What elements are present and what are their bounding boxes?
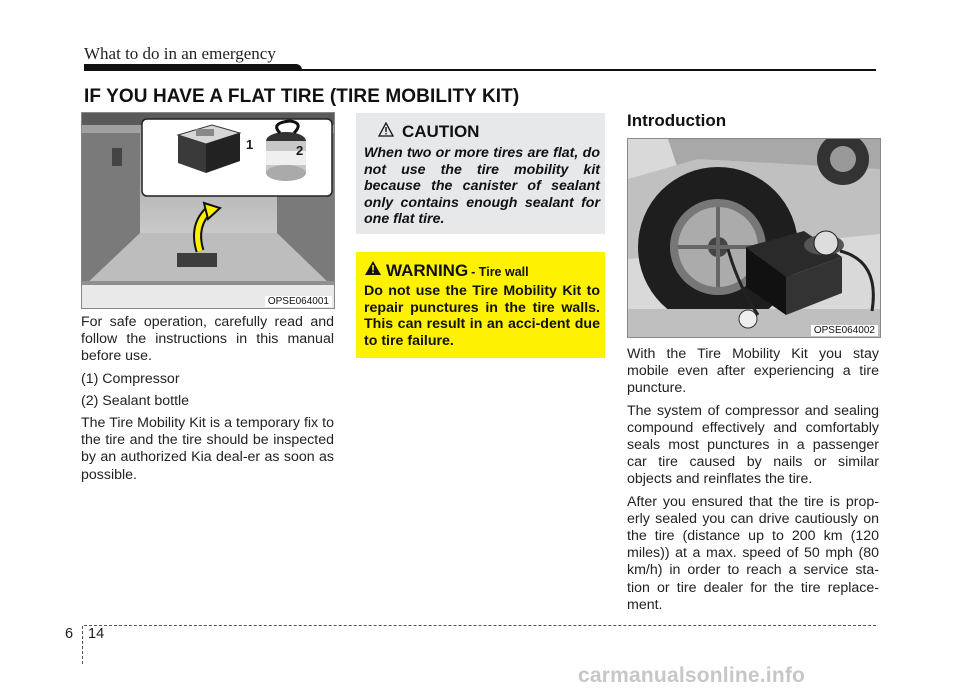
caution-text: When two or more tires are flat, do not use the tire mobility kit because the canister of sealant only contains enough sealant for one flat tire. xyxy=(364,145,600,228)
header-rule xyxy=(84,69,876,71)
figure-code: OPSE064002 xyxy=(811,325,878,336)
warning-text: Do not use the Tire Mobility Kit to repair punctures in the tire walls. This can result in an acci-dent due to tire failure. xyxy=(364,283,600,349)
intro-paragraph-3: After you ensured that the tire is prop-erly sealed you can drive cautiously on the tire (distance up to 200 km (120 miles)) at a max. speed of 50 mph (80 km/h) in order to reach a service sta-tion or tire dealer for the tire replace-ment. xyxy=(627,493,879,613)
intro-paragraph-2: The system of compressor and sealing compound effectively and comfortably seals most punctures in a passenger car tire caused by nails or similar objects and reinflates the tire. xyxy=(627,402,879,488)
warning-title: WARNING xyxy=(386,260,469,280)
watermark: carmanualsonline.info xyxy=(578,664,806,687)
warning-box xyxy=(356,252,605,358)
footer-rule xyxy=(84,625,876,626)
item-sealant-bottle: (2) Sealant bottle xyxy=(81,392,190,409)
trunk-kit-illustration xyxy=(81,112,335,309)
paragraph-temporary-fix: The Tire Mobility Kit is a temporary fix to the tire and the tire should be inspected by an authorized Kia deal-er as soon as possible. xyxy=(81,415,334,483)
caution-box xyxy=(356,113,605,234)
caution-triangle-icon xyxy=(378,122,394,142)
running-header: What to do in an emergency xyxy=(84,44,276,63)
caution-heading xyxy=(378,122,479,142)
footer-divider xyxy=(82,626,83,664)
warning-triangle-icon xyxy=(364,260,382,281)
warning-heading xyxy=(364,260,529,281)
page-title: IF YOU HAVE A FLAT TIRE (TIRE MOBILITY KIT) xyxy=(84,86,520,107)
caution-title: CAUTION xyxy=(402,122,480,141)
chapter-number: 6 xyxy=(65,626,74,642)
kit-in-use-illustration xyxy=(627,138,881,338)
page-number: 14 xyxy=(88,626,105,642)
callout-1: 1 xyxy=(246,137,254,152)
warning-subtitle: - Tire wall xyxy=(471,265,529,279)
figure-code: OPSE064001 xyxy=(265,296,332,307)
introduction-text xyxy=(627,346,879,619)
kit-in-use-drawing xyxy=(628,139,880,337)
left-column-text xyxy=(81,314,334,489)
introduction-heading: Introduction xyxy=(627,111,727,130)
intro-paragraph-1: With the Tire Mobility Kit you stay mobile even after experiencing a tire puncture. xyxy=(627,346,879,397)
paragraph-safe-operation: For safe operation, carefully read and follow the instructions in this manual before use. xyxy=(81,314,334,365)
callout-2: 2 xyxy=(296,143,304,158)
item-compressor: (1) Compressor xyxy=(81,370,180,387)
